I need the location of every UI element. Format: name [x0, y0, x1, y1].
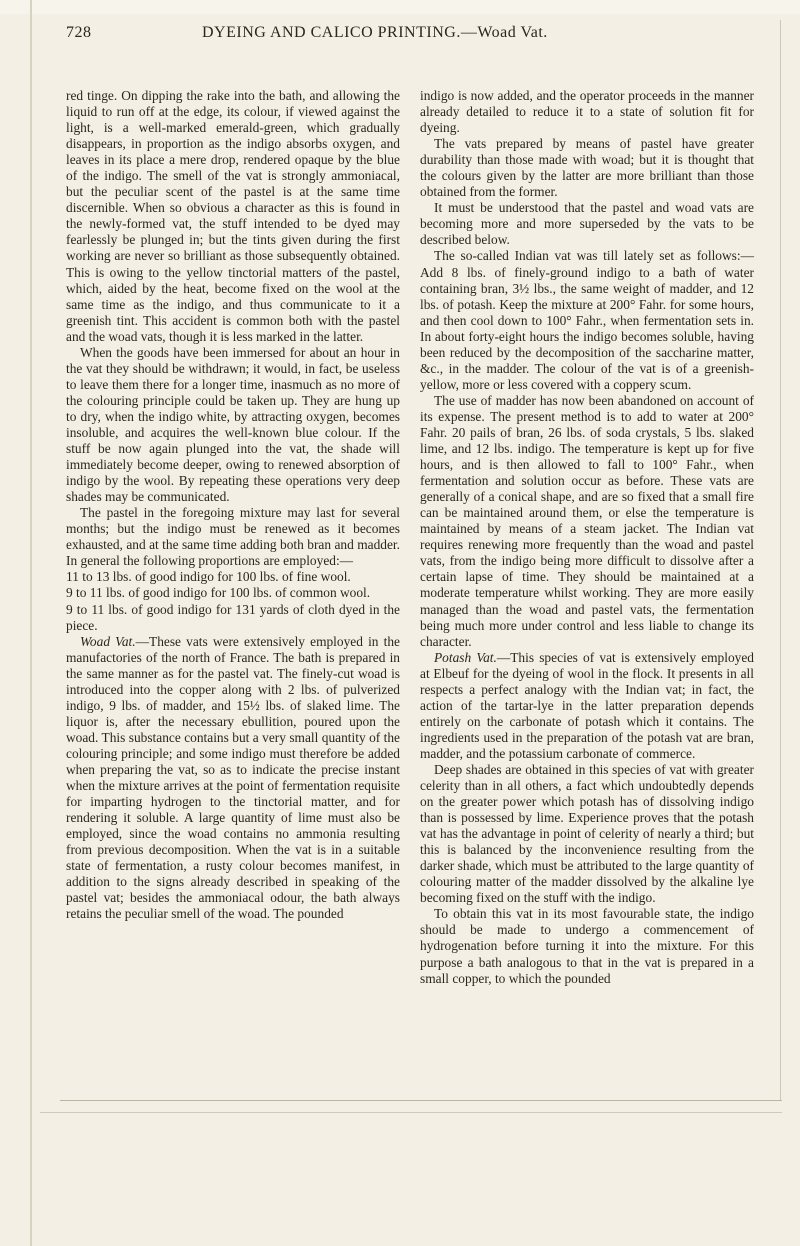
paragraph: It must be understood that the pastel and woad vats are becoming more and more superseded by the vats to be described below. — [420, 200, 754, 248]
proportion-line: 9 to 11 lbs. of good indigo for 131 yards of cloth dyed in the piece. — [66, 601, 400, 633]
proportion-line: 11 to 13 lbs. of good indigo for 100 lbs. of fine wool. — [66, 569, 351, 585]
left-column — [66, 88, 400, 922]
section-heading-woad-vat: Woad Vat. — [80, 633, 136, 649]
paragraph: red tinge. On dipping the rake into the bath, and allowing the liquid to run off at the edge, its colour, if viewed against the light, is a well-marked emerald-green, which gradually disappears, in proportion as the indigo absorbs oxygen, and leaves in its place a mere drop, rendered opaque by the blue of the indigo. The smell of the vat is strongly ammoniacal, but the peculiar scent of the pastel is at the same time discernible. When so obvious a character as this is found in the newly-formed vat, the stuff intended to be dyed may fearlessly be plunged in; but the tints given during the first working are never so brilliant as those subsequently obtained. This is owing to the yellow tinctorial matters of the pastel, which, aided by the heat, become fixed on the wool at the same time as the indigo, and thus communicate to it a greenish tint. This accident is common both with the pastel and the woad vats, though it is less marked in the latter. — [66, 88, 400, 344]
page-right-edge — [780, 20, 781, 1100]
paragraph: The pastel in the foregoing mixture may last for several months; but the indigo must be renewed as it becomes exhausted, and at the same time adding both bran and madder. In general the following proportions are employed:— — [66, 505, 400, 569]
right-column — [420, 88, 754, 987]
paragraph-text: This species of vat is extensively employed at Elbeuf for the dyeing of wool in the flock. It presents in all respects a perfect analogy with the Indian vat; in fact, the action of the tartar-lye in the latter preparation depends entirely on the carbonate of potash which it contains. The ingredients used in the preparation of the potash vat are bran, madder, and the potassium carbonate of commerce. — [420, 649, 754, 761]
paragraph: The so-called Indian vat was till lately set as follows:—Add 8 lbs. of finely-ground indigo to a bath of water containing bran, 3½ lbs., the same weight of madder, and 12 lbs. of potash. Keep the mixture at 200° Fahr. for some hours, and then cool down to 100° Fahr., when fermentation sets in. In about forty-eight hours the indigo becomes soluble, having been reduced by the decomposition of the saccharine matter, &c., in the madder. The colour of the vat is of a greenish-yellow, more or less covered with a coppery scum. — [420, 248, 754, 392]
bottom-rule — [60, 1100, 782, 1101]
page-header — [66, 22, 726, 50]
paragraph: indigo is now added, and the operator proceeds in the manner already detailed to reduce it to a state of solution fit for dyeing. — [420, 88, 754, 136]
section-heading-potash-vat: Potash Vat. — [434, 649, 497, 665]
paragraph: The use of madder has now been abandoned on account of its expense. The present method is to add to water at 200° Fahr. 20 pails of bran, 26 lbs. of soda crystals, 5 lbs. slaked lime, and 12 lbs. indigo. The temperature is kept up for five hours, and is then allowed to fall to 100° Fahr., when fermentation and solution occur as before. These vats are generally of a conical shape, and are so fixed that a small fire can be maintained around them, or else the temperature is maintained by means of a steam jacket. The Indian vat requires renewing more frequently than the woad and pastel vats, from the indigo being more difficult to dissolve after a certain lapse of time. They should be maintained at a moderate temperature whilst working. They are more easily managed than the woad and pastel vats, the fermentation being much more under control and less liable to change its character. — [420, 392, 754, 649]
paragraph: When the goods have been immersed for about an hour in the vat they should be withdrawn; it would, in fact, be useless to leave them there for a longer time, inasmuch as no more of the colouring principle could be taken up. They are hung up to dry, when the indigo white, by attracting oxygen, becomes insoluble, and acquires the well-known blue colour. If the stuff be now again plunged into the vat, the shade will immediately become deeper, owing to renewed absorption of indigo by the wool. By repeating these operations very deep shades may be communicated. — [66, 344, 400, 505]
bottom-rule-outer — [40, 1112, 782, 1113]
page-top-edge — [0, 0, 800, 14]
page-number: 728 — [66, 24, 92, 41]
paragraph: The vats prepared by means of pastel have greater durability than those made with woad; but it is thought that the colours given by the latter are more brilliant than those obtained from the former. — [420, 136, 754, 200]
paragraph-potash-vat: Potash Vat.—This species of vat is extensively employed at Elbeuf for the dyeing of wool in the flock. It presents in all respects a perfect analogy with the Indian vat; in fact, the action of the tartar-lye in the latter preparation depends entirely on the carbonate of potash which it contains. The ingredients used in the preparation of the potash vat are bran, madder, and the potassium carbonate of commerce. — [420, 649, 754, 761]
paragraph: Deep shades are obtained in this species of vat with greater celerity than in all others, a fact which undoubtedly depends on the greater power which potash has of dissolving indigo than is possessed by lime. Experience proves that the potash vat has the advantage in point of celerity of nearly a third; but this is balanced by the inconvenience resulting from the darker shade, which must be attributed to the large quantity of colouring matter of the madder dissolved by the alkaline lye becoming fixed on the stuff with the indigo. — [420, 761, 754, 906]
paragraph-text: These vats were extensively employed in the manufactories of the north of France. The bath is prepared in the same manner as for the pastel vat. The finely-cut woad is introduced into the copper along with 2 lbs. of pulverized indigo, 9 lbs. of madder, and 15½ lbs. of slaked lime. The liquor is, after the necessary ebullition, poured upon the woad. This substance contains but a very small quantity of the colouring principle; and some indigo must therefore be added when preparing the vat, so as to indicate the precise instant when the mixture arrives at the point of fermentation requisite for imparting hydrogen to the tinctorial matter, and for rendering it soluble. A large quantity of lime must also be employed, since the woad contains no ammonia resulting from previous decomposition. When the vat is in a suitable state of fermentation, a rusty colour becomes manifest, in addition to the signs already described in speaking of the pastel vat; besides the ammoniacal odour, the bath always retains the peculiar smell of the woad. The pounded — [66, 633, 400, 922]
paragraph-woad-vat: Woad Vat.—These vats were extensively employed in the manufactories of the north of France. The bath is prepared in the same manner as for the pastel vat. The finely-cut woad is introduced into the copper along with 2 lbs. of pulverized indigo, 9 lbs. of madder, and 15½ lbs. of slaked lime. The liquor is, after the necessary ebullition, poured upon the woad. This substance contains but a very small quantity of the colouring principle; and some indigo must therefore be added when preparing the vat, so as to indicate the precise instant when the mixture arrives at the point of fermentation requisite for imparting hydrogen to the tinctorial matter, and for rendering it soluble. A large quantity of lime must also be employed, since the woad contains no ammonia resulting from previous decomposition. When the vat is in a suitable state of fermentation, a rusty colour becomes manifest, in addition to the signs already described in speaking of the pastel vat; besides the ammoniacal odour, the bath always retains the peculiar smell of the woad. The pounded — [66, 633, 400, 922]
page-left-edge — [30, 0, 32, 1246]
running-title: DYEING AND CALICO PRINTING.—Woad Vat. — [202, 24, 548, 41]
paragraph: To obtain this vat in its most favourable state, the indigo should be made to undergo a commencement of hydrogenation before turning it into the mixture. For this purpose a bath analogous to that in the vat is prepared in a small copper, to which the pounded — [420, 906, 754, 986]
proportion-line: 9 to 11 lbs. of good indigo for 100 lbs. of common wool. — [66, 585, 371, 601]
